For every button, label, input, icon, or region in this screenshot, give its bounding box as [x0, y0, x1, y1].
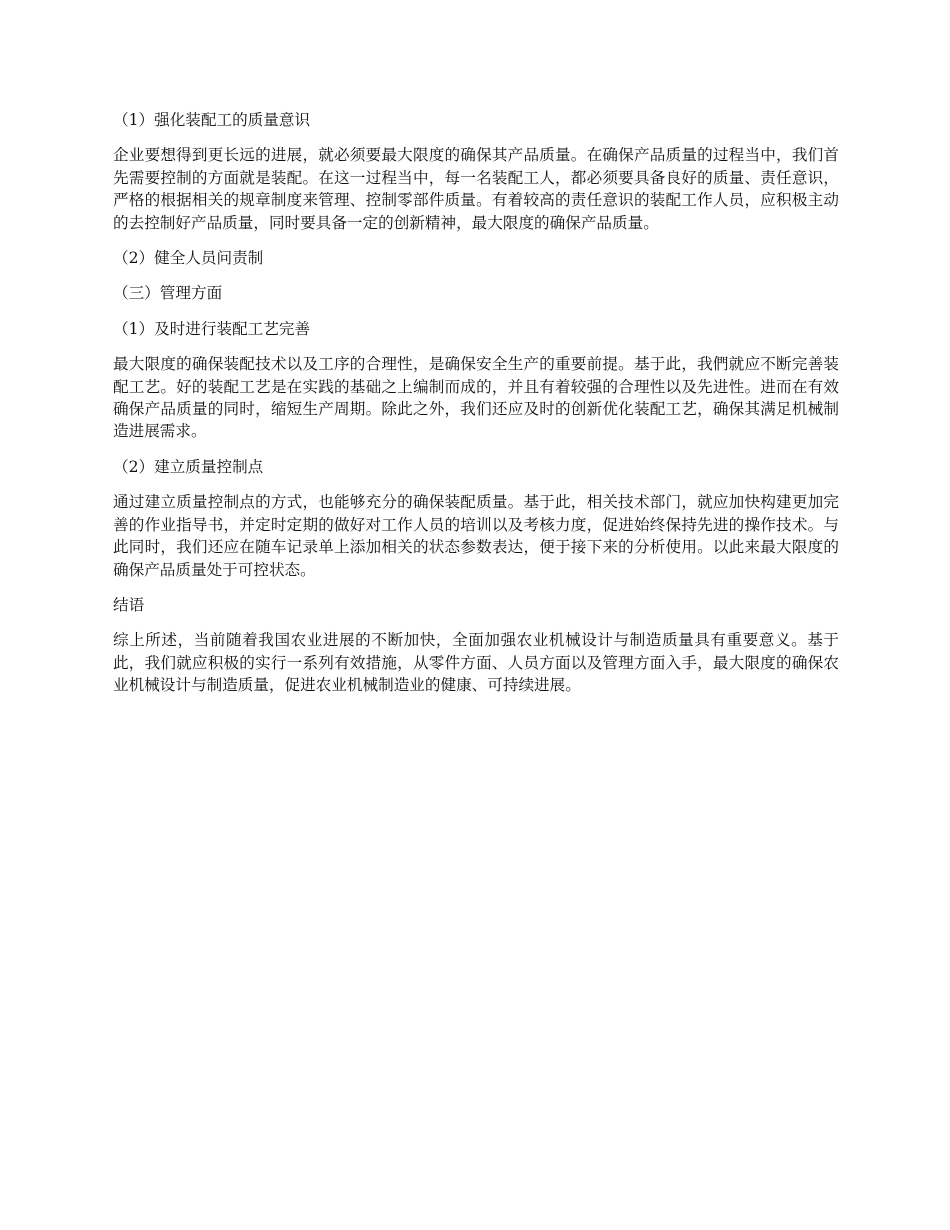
heading-accountability-system: （2）健全人员问责制	[113, 249, 264, 268]
paragraph-quality-control-points: 通过建立质量控制点的方式，也能够充分的确保装配质量。基于此，相关技术部门，就应加快构建更加完善的作业指导书，并定时定期的做好对工作人员的培训以及考核力度，促进始终保持先进的操作技术。与此同时，我们还应在随车记录单上添加相关的状态参数表达，便于接下来的分析使用。以此来最大限度的确保产品质量处于可控状态。	[113, 493, 839, 579]
document-page	[113, 109, 839, 710]
heading-quality-control-points: （2）建立质量控制点	[113, 457, 264, 476]
heading-improve-assembly-process: （1）及时进行装配工艺完善	[113, 319, 311, 338]
heading-management-aspect: （三）管理方面	[113, 284, 223, 303]
paragraph-assembly-process: 最大限度的确保装配技术以及工序的合理性，是确保安全生产的重要前提。基于此，我們就应不断完善装配工艺。好的装配工艺是在实践的基础之上编制而成的，并且有着较强的合理性以及先进性。进而在有效确保产品质量的同时，缩短生产周期。除此之外，我们还应及时的创新优化装配工艺，确保其满足机械制造进展需求。	[113, 355, 839, 441]
heading-conclusion: 结语	[113, 595, 145, 614]
paragraph-conclusion: 综上所述，当前随着我国农业进展的不断加快，全面加强农业机械设计与制造质量具有重要意义。基于此，我们就应积极的实行一系列有效措施，从零件方面、人员方面以及管理方面入手，最大限度的确保农业机械设计与制造质量，促进农业机械制造业的健康、可持续进展。	[113, 631, 839, 695]
paragraph-assembler-quality: 企业要想得到更长远的进展，就必须要最大限度的确保其产品质量。在确保产品质量的过程当中，我们首先需要控制的方面就是装配。在这一过程当中，每一名装配工人，都必须要具备良好的质量、责任意识，严格的根据相关的规章制度来管理、控制零部件质量。有着较高的责任意识的装配工作人员，应积极主动的去控制好产品质量，同时要具备一定的创新精神，最大限度的确保产品质量。	[113, 146, 839, 232]
heading-strengthen-quality-awareness: （1）强化装配工的质量意识	[113, 111, 311, 129]
